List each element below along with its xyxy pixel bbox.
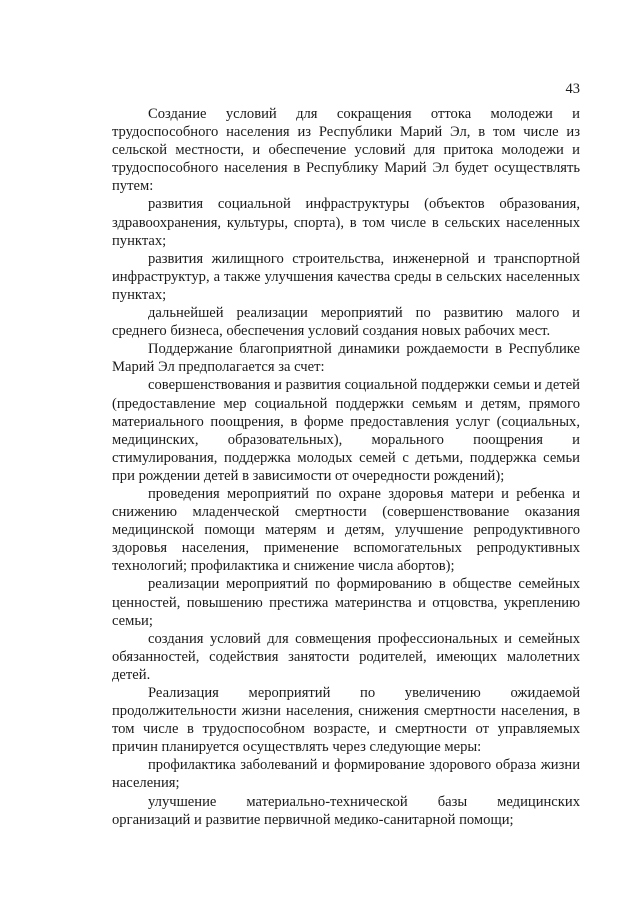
paragraph-social-infrastructure: развития социальной инфраструктуры (объектов образования, здравоохранения, культуры, спорта), в том числе в сельских населенных пунктах; xyxy=(112,196,580,249)
document-body xyxy=(112,105,580,829)
paragraph-work-family-balance: создания условий для совмещения профессиональных и семейных обязанностей, содействия занятости родителей, имеющих малолетних детей. xyxy=(112,630,580,683)
paragraph-outflow-intro: Создание условий для сокращения оттока молодежи и трудоспособного населения из Республики Марий Эл, в том числе из сельской местности, и обеспечение условий для притока молодежи и трудоспособного населения в Республику Марий Эл будет осуществлять путем: xyxy=(112,106,580,195)
paragraph-family-values: реализации мероприятий по формированию в обществе семейных ценностей, повышению престижа материнства и отцовства, укреплению семьи; xyxy=(112,576,580,629)
paragraph-family-support: совершенствования и развития социальной поддержки семьи и детей (предоставление мер социальной поддержки семьям и детям, прямого материального поощрения, в форме предоставления услуг (социальных, медицинских, образовательных), морального поощрения и стимулирования, поддержка молодых семей с детьми, поддержка семьи при рождении детей в зависимости от очередности рождений); xyxy=(112,377,580,484)
paragraph-housing-construction: развития жилищного строительства, инженерной и транспортной инфраструктур, а также улучшения качества среды в сельских населенных пунктах; xyxy=(112,250,580,303)
page-number: 43 xyxy=(565,81,580,97)
paragraph-maternal-health: проведения мероприятий по охране здоровья матери и ребенка и снижению младенческой смертности (совершенствование оказания медицинской помощи матерям и детям, улучшение репродуктивного здоровья населения, применение вспомогательных репродуктивных технологий; профилактика и снижение числа абортов); xyxy=(112,485,580,575)
paragraph-medical-base: улучшение материально-технической базы медицинских организаций и развитие первичной медико-санитарной помощи; xyxy=(112,793,580,828)
paragraph-life-expectancy-intro: Реализация мероприятий по увеличению ожидаемой продолжительности жизни населения, снижения смертности населения, в том числе в трудоспособном возрасте, и смертности от управляемых причин планируется осуществлять через следующие меры: xyxy=(112,685,580,756)
paragraph-disease-prevention: профилактика заболеваний и формирование здорового образа жизни населения; xyxy=(112,757,580,792)
paragraph-birth-rate-intro: Поддержание благоприятной динамики рождаемости в Республике Марий Эл предполагается за счет: xyxy=(112,341,580,376)
paragraph-small-business: дальнейшей реализации мероприятий по развитию малого и среднего бизнеса, обеспечения условий создания новых рабочих мест. xyxy=(112,305,580,340)
